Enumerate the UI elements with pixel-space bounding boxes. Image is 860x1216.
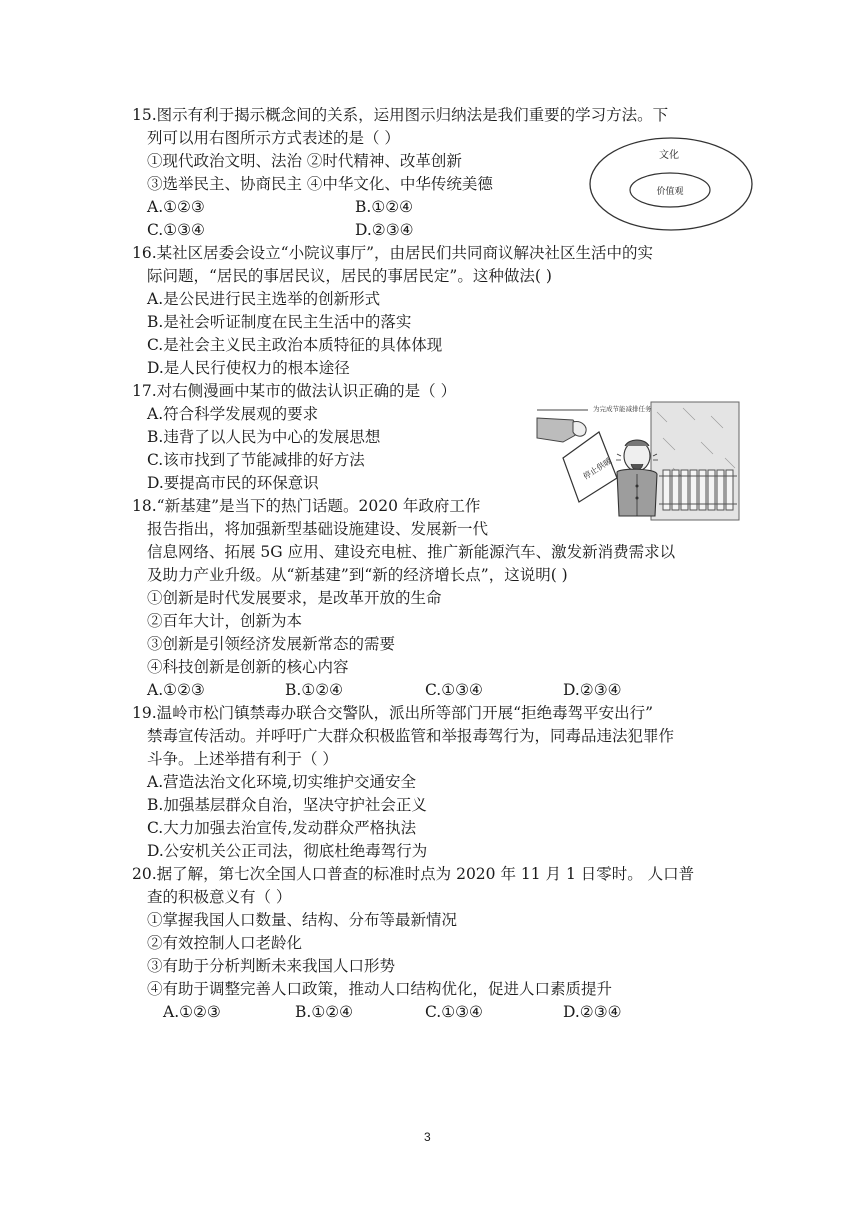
- q17-option-b: B.违背了以人民为中心的发展思想: [147, 428, 381, 446]
- q20-option-c: C.①③④: [425, 1003, 483, 1021]
- q16-stem-line2: 际问题，“居民的事居民议，居民的事居民定”。这种做法( ): [147, 267, 552, 285]
- q15-option-a: A.①②③: [147, 198, 205, 216]
- q15-stem-line1: 15.图示有利于揭示概念间的关系，运用图示归纳法是我们重要的学习方法。下: [132, 106, 669, 124]
- q18-option-d: D.②③④: [563, 681, 622, 699]
- q18-stem-line4: 及助力产业升级。从“新基建”到“新的经济增长点”，这说明( ): [147, 566, 568, 584]
- q17-stem: 17.对右侧漫画中某市的做法认识正确的是（ ）: [132, 382, 457, 400]
- q18-stem-line3: 信息网络、拓展 5G 应用、建设充电桩、推广新能源汽车、激发新消费需求以: [147, 543, 676, 561]
- q18-option-c: C.①③④: [425, 681, 483, 699]
- q16-option-a: A.是公民进行民主选举的创新形式: [147, 290, 381, 308]
- q15-item-line2: ③选举民主、协商民主 ④中华文化、中华传统美德: [147, 175, 493, 193]
- q19-option-b: B.加强基层群众自治，坚决守护社会正义: [147, 796, 427, 814]
- q20-item-2: ②有效控制人口老龄化: [147, 934, 303, 952]
- q18-option-b: B.①②④: [285, 681, 344, 699]
- q18-item-3: ③创新是引领经济发展新常态的需要: [147, 635, 396, 653]
- q19-stem-line3: 斗争。上述举措有利于（ ）: [147, 750, 338, 768]
- q16-option-c: C.是社会主义民主政治本质特征的具体体现: [147, 336, 443, 354]
- q20-item-1: ①掌握我国人口数量、结构、分布等最新情况: [147, 911, 458, 929]
- q15-option-d: D.②③④: [355, 221, 414, 239]
- page-number: 3: [424, 1130, 431, 1144]
- q16-stem-line1: 16.某社区居委会设立“小院议事厅”，由居民们共同商议解决社区生活中的实: [132, 244, 654, 262]
- q19-stem-line1: 19.温岭市松门镇禁毒办联合交警队，派出所等部门开展“拒绝毒驾平安出行”: [132, 704, 654, 722]
- q15-stem-line2: 列可以用右图所示方式表述的是（ ）: [147, 129, 400, 147]
- outer-label: 文化: [659, 150, 679, 161]
- q18-stem-line2: 报告指出，将加强新型基础设施建设、发展新一代: [147, 520, 489, 538]
- q19-option-d: D.公安机关公正司法，彻底杜绝毒驾行为: [147, 842, 428, 860]
- q20-stem-line1: 20.据了解，第七次全国人口普查的标准时点为 2020 年 11 月 1 日零时。 人口普: [132, 865, 695, 883]
- q17-option-c: C.该市找到了节能减排的好方法: [147, 451, 365, 469]
- q16-option-d: D.是人民行使权力的根本途径: [147, 359, 350, 377]
- inner-label: 价值观: [656, 187, 684, 197]
- q19-option-c: C.大力加强去治宣传,发动群众严格执法: [147, 819, 417, 837]
- q20-option-a: A.①②③: [163, 1003, 221, 1021]
- q17-option-d: D.要提高市民的环保意识: [147, 474, 319, 492]
- q18-item-1: ①创新是时代发展要求，是改革开放的生命: [147, 589, 442, 607]
- q20-option-d: D.②③④: [563, 1003, 622, 1021]
- q18-stem-line1: 18.“新基建”是当下的热门话题。2020 年政府工作: [132, 497, 481, 515]
- q15-item-line1: ①现代政治文明、法治 ②时代精神、改革创新: [147, 152, 462, 170]
- q18-item-2: ②百年大计，创新为本: [147, 612, 303, 630]
- q18-item-4: ④科技创新是创新的核心内容: [147, 658, 349, 676]
- energy-saving-cartoon: [533, 398, 741, 524]
- q15-option-b: B.①②④: [355, 198, 414, 216]
- q20-item-4: ④有助于调整完善人口政策，推动人口结构优化，促进人口素质提升: [147, 980, 613, 998]
- q20-stem-line2: 查的积极意义有（ ）: [147, 888, 292, 906]
- cartoon-banner-text: 为完成节能减排任务: [593, 405, 652, 413]
- q16-option-b: B.是社会听证制度在民主生活中的落实: [147, 313, 412, 331]
- q19-stem-line2: 禁毒宣传活动。并呼吁广大群众积极监管和举报毒驾行为，同毒品违法犯罪作: [147, 727, 675, 745]
- stop-heating-notice-text: 停止供暖: [581, 456, 614, 482]
- concept-ellipse-diagram: [588, 136, 754, 232]
- q19-option-a: A.营造法治文化环境,切实维护交通安全: [147, 773, 417, 791]
- q20-option-b: B.①②④: [295, 1003, 354, 1021]
- q17-option-a: A.符合科学发展观的要求: [147, 405, 319, 423]
- q18-option-a: A.①②③: [147, 681, 205, 699]
- q20-item-3: ③有助于分析判断未来我国人口形势: [147, 957, 396, 975]
- q15-option-c: C.①③④: [147, 221, 205, 239]
